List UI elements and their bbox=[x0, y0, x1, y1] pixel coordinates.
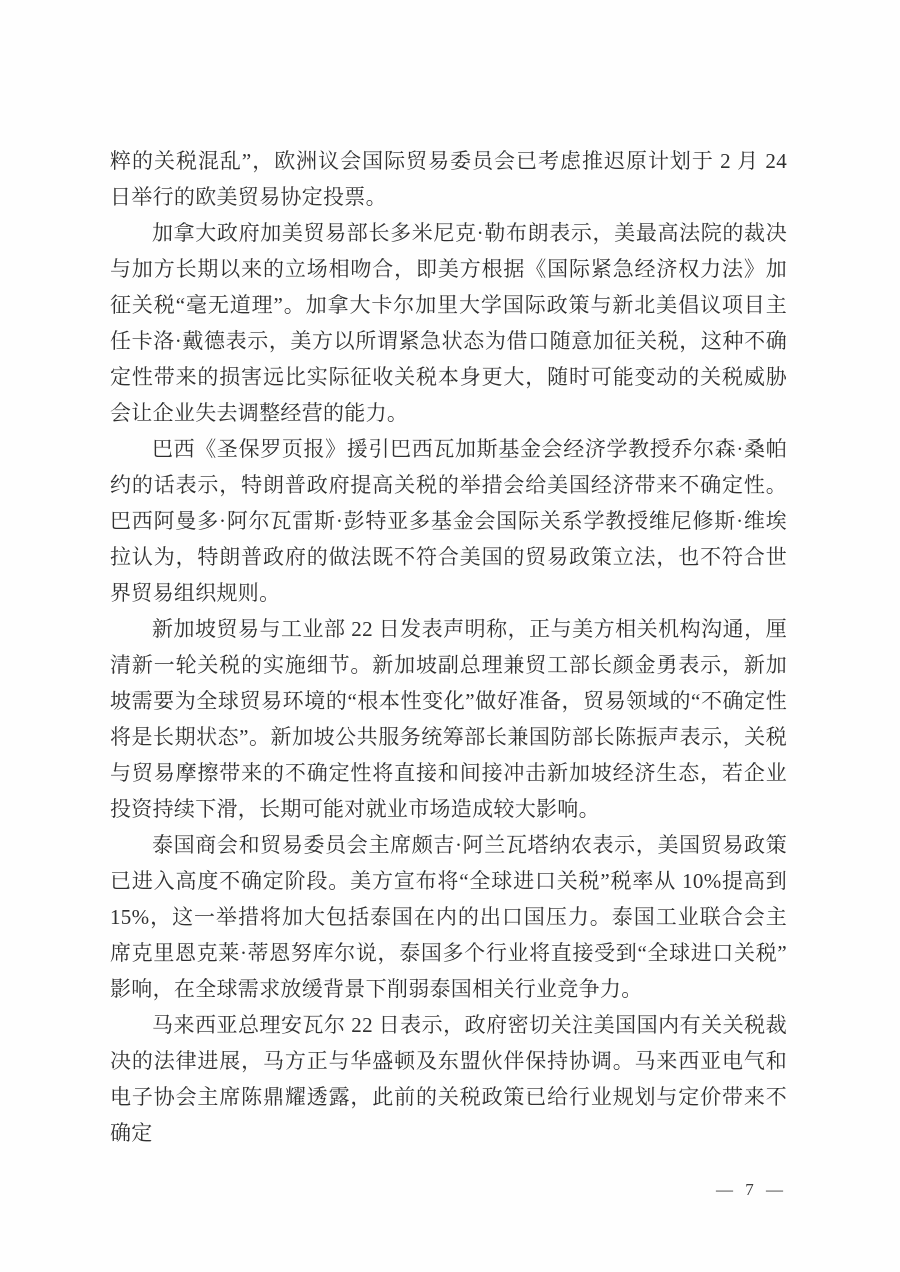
paragraph-europe-continuation: 粹的关税混乱”，欧洲议会国际贸易委员会已考虑推迟原计划于 2 月 24 日举行的欧美贸易协定投票。 bbox=[110, 149, 787, 209]
page-number: — 7 — bbox=[716, 1180, 787, 1199]
document-body bbox=[110, 143, 787, 1151]
paragraph-thailand: 泰国商会和贸易委员会主席颇吉·阿兰瓦塔纳农表示，美国贸易政策已进入高度不确定阶段。美方宣布将“全球进口关税”税率从 10%提高到 15%，这一举措将加大包括泰国在内的出口国压力。泰国工业联合会主席克里恩克莱·蒂恩努库尔说，泰国多个行业将直接受到“全球进口关税”影响，在全球需求放缓背景下削弱泰国相关行业竞争力。 bbox=[110, 833, 787, 1001]
paragraph-canada: 加拿大政府加美贸易部长多米尼克·勒布朗表示，美最高法院的裁决与加方长期以来的立场相吻合，即美方根据《国际紧急经济权力法》加征关税“毫无道理”。加拿大卡尔加里大学国际政策与新北美倡议项目主任卡洛·戴德表示，美方以所谓紧急状态为借口随意加征关税，这种不确定性带来的损害远比实际征收关税本身更大，随时可能变动的关税威胁会让企业失去调整经营的能力。 bbox=[110, 221, 787, 425]
paragraph-singapore: 新加坡贸易与工业部 22 日发表声明称，正与美方相关机构沟通，厘清新一轮关税的实施细节。新加坡副总理兼贸工部长颜金勇表示，新加坡需要为全球贸易环境的“根本性变化”做好准备，贸易领域的“不确定性将是长期状态”。新加坡公共服务统筹部长兼国防部长陈振声表示，关税与贸易摩擦带来的不确定性将直接和间接冲击新加坡经济生态，若企业投资持续下滑，长期可能对就业市场造成较大影响。 bbox=[110, 617, 787, 821]
paragraph-malaysia: 马来西亚总理安瓦尔 22 日表示，政府密切关注美国国内有关关税裁决的法律进展，马方正与华盛顿及东盟伙伴保持协调。马来西亚电气和电子协会主席陈鼎耀透露，此前的关税政策已给行业规划与定价带来不确定 bbox=[110, 1013, 787, 1145]
paragraph-brazil: 巴西《圣保罗页报》援引巴西瓦加斯基金会经济学教授乔尔森·桑帕约的话表示，特朗普政府提高关税的举措会给美国经济带来不确定性。巴西阿曼多·阿尔瓦雷斯·彭特亚多基金会国际关系学教授维尼修斯·维埃拉认为，特朗普政府的做法既不符合美国的贸易政策立法，也不符合世界贸易组织规则。 bbox=[110, 437, 787, 605]
